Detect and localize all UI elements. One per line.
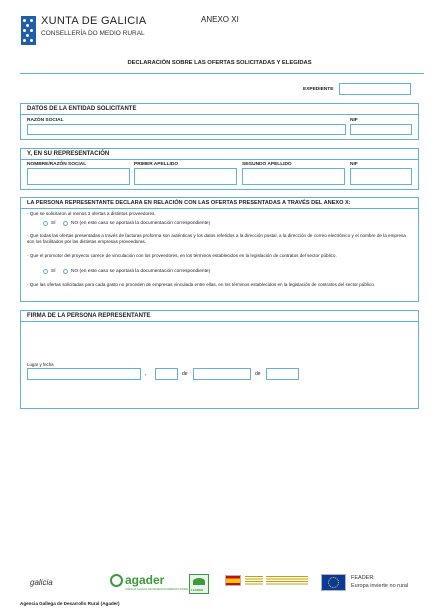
comma-separator: , <box>145 371 147 377</box>
declaration-item-1: - Que se solicitaron al menos 3 ofertas a distintos proveedores. <box>27 211 156 216</box>
rep-nif-input[interactable] <box>350 168 412 185</box>
ministry-department-graphic <box>266 576 308 586</box>
agader-logo: agader <box>125 573 165 587</box>
declaration-item-4: - Que las ofertas solicitadas para cada gasto no proceden de empresas vinculada entre ellas, en los términos establecidos en la legislación de contratos del sector público. <box>27 282 376 287</box>
annex-label: ANEXO XI <box>201 15 239 24</box>
org-department: CONSELLERÍA DO MEDIO RURAL <box>41 30 145 37</box>
representative-section-title: Y, EN SU REPRESENTACIÓN <box>27 151 110 157</box>
feader-label: FEADER: <box>351 575 375 581</box>
declaration-section-title: LA PERSONA REPRESENTANTE DECLARA EN RELACIÓN CON LAS OFERTAS PRESENTADAS A TRAVÉS DEL ANEXO X: <box>27 200 351 206</box>
declaration-item-2: - Que todas las ofertas presentadas a través de facturas proforma son auténticas y los datos referidos a la dirección postal, a la dirección de correo electrónico y el nombre de la empresa son los facilitados por las distintas empresas proveedoras. <box>27 233 406 245</box>
declaration-item-3: - Que el promotor del proyecto carece de vinculación con los proveedores, en los términos establecidos en la legislación de contratos del sector público. <box>27 253 337 258</box>
ministry-name-graphic <box>245 576 263 586</box>
eu-flag-icon <box>321 574 346 591</box>
rep-surname2-input[interactable] <box>242 168 345 185</box>
item1-no-label: NO (en este caso se aportará la documentación correspondiente) <box>71 221 211 226</box>
item1-yes-radio[interactable] <box>43 221 48 226</box>
item3-no-label: NO (en este caso se aportará la documentación correspondiente) <box>71 269 211 274</box>
item3-yes-radio[interactable] <box>43 269 48 274</box>
day-input[interactable] <box>155 368 178 380</box>
entity-nif-input[interactable] <box>350 124 412 135</box>
leader-arc-icon <box>193 578 205 585</box>
item3-yes-label: SÍ <box>51 269 56 274</box>
signature-section-title: FIRMA DE LA PERSONA REPRESENTANTE <box>27 313 151 319</box>
de-separator-1: de <box>182 371 188 377</box>
de-separator-2: de <box>255 371 261 377</box>
agency-footer-text: Agencia Gallega de Desarrollo Rural (Agader) <box>20 601 120 606</box>
rep-name-label: NOMBRE/RAZÓN SOCIAL <box>27 162 87 167</box>
representative-title-divider <box>20 159 419 160</box>
xunta-logo-icon <box>21 16 36 45</box>
year-input[interactable] <box>266 368 299 380</box>
item1-no-radio[interactable] <box>63 221 68 226</box>
document-title: DECLARACIÓN SOBRE LAS OFERTAS SOLICITADAS Y ELEGIDAS <box>127 60 312 66</box>
spain-flag-icon <box>225 575 241 586</box>
item3-no-radio[interactable] <box>63 269 68 274</box>
org-name: XUNTA DE GALICIA <box>41 15 147 27</box>
entity-section-title: DATOS DE LA ENTIDAD SOLICITANTE <box>27 106 137 112</box>
signature-title-divider <box>20 321 419 322</box>
razon-social-input[interactable] <box>27 124 346 135</box>
eu-stars-icon <box>328 577 339 588</box>
declaration-title-divider <box>20 208 419 209</box>
rep-name-input[interactable] <box>27 168 130 185</box>
place-date-label: Lugar y fecha <box>27 362 54 367</box>
expediente-label: EXPEDIENTE <box>303 87 334 92</box>
entity-nif-label: NIF <box>350 118 358 123</box>
razon-social-label: RAZÓN SOCIAL <box>27 118 64 123</box>
galicia-logo: galicia <box>30 578 53 587</box>
agader-subtitle: AXENCIA GALEGA DE DESENVOLVEMENTO RURAL <box>125 588 189 591</box>
rep-surname1-label: PRIMER APELLIDO <box>134 162 179 167</box>
expediente-input[interactable] <box>339 83 411 95</box>
agader-leaf-icon <box>110 574 123 587</box>
entity-title-divider <box>20 114 419 115</box>
title-divider <box>20 73 424 74</box>
rep-surname1-input[interactable] <box>134 168 237 185</box>
rep-surname2-label: SEGUNDO APELLIDO <box>242 162 292 167</box>
signature-section <box>20 310 419 409</box>
feader-slogan: Europa invierte no rural <box>351 583 409 589</box>
leader-logo <box>189 574 209 594</box>
leader-label: LEADER <box>191 588 204 592</box>
rep-nif-label: NIF <box>350 162 358 167</box>
month-input[interactable] <box>193 368 251 380</box>
place-input[interactable] <box>27 368 141 380</box>
item1-yes-label: SÍ <box>51 221 56 226</box>
